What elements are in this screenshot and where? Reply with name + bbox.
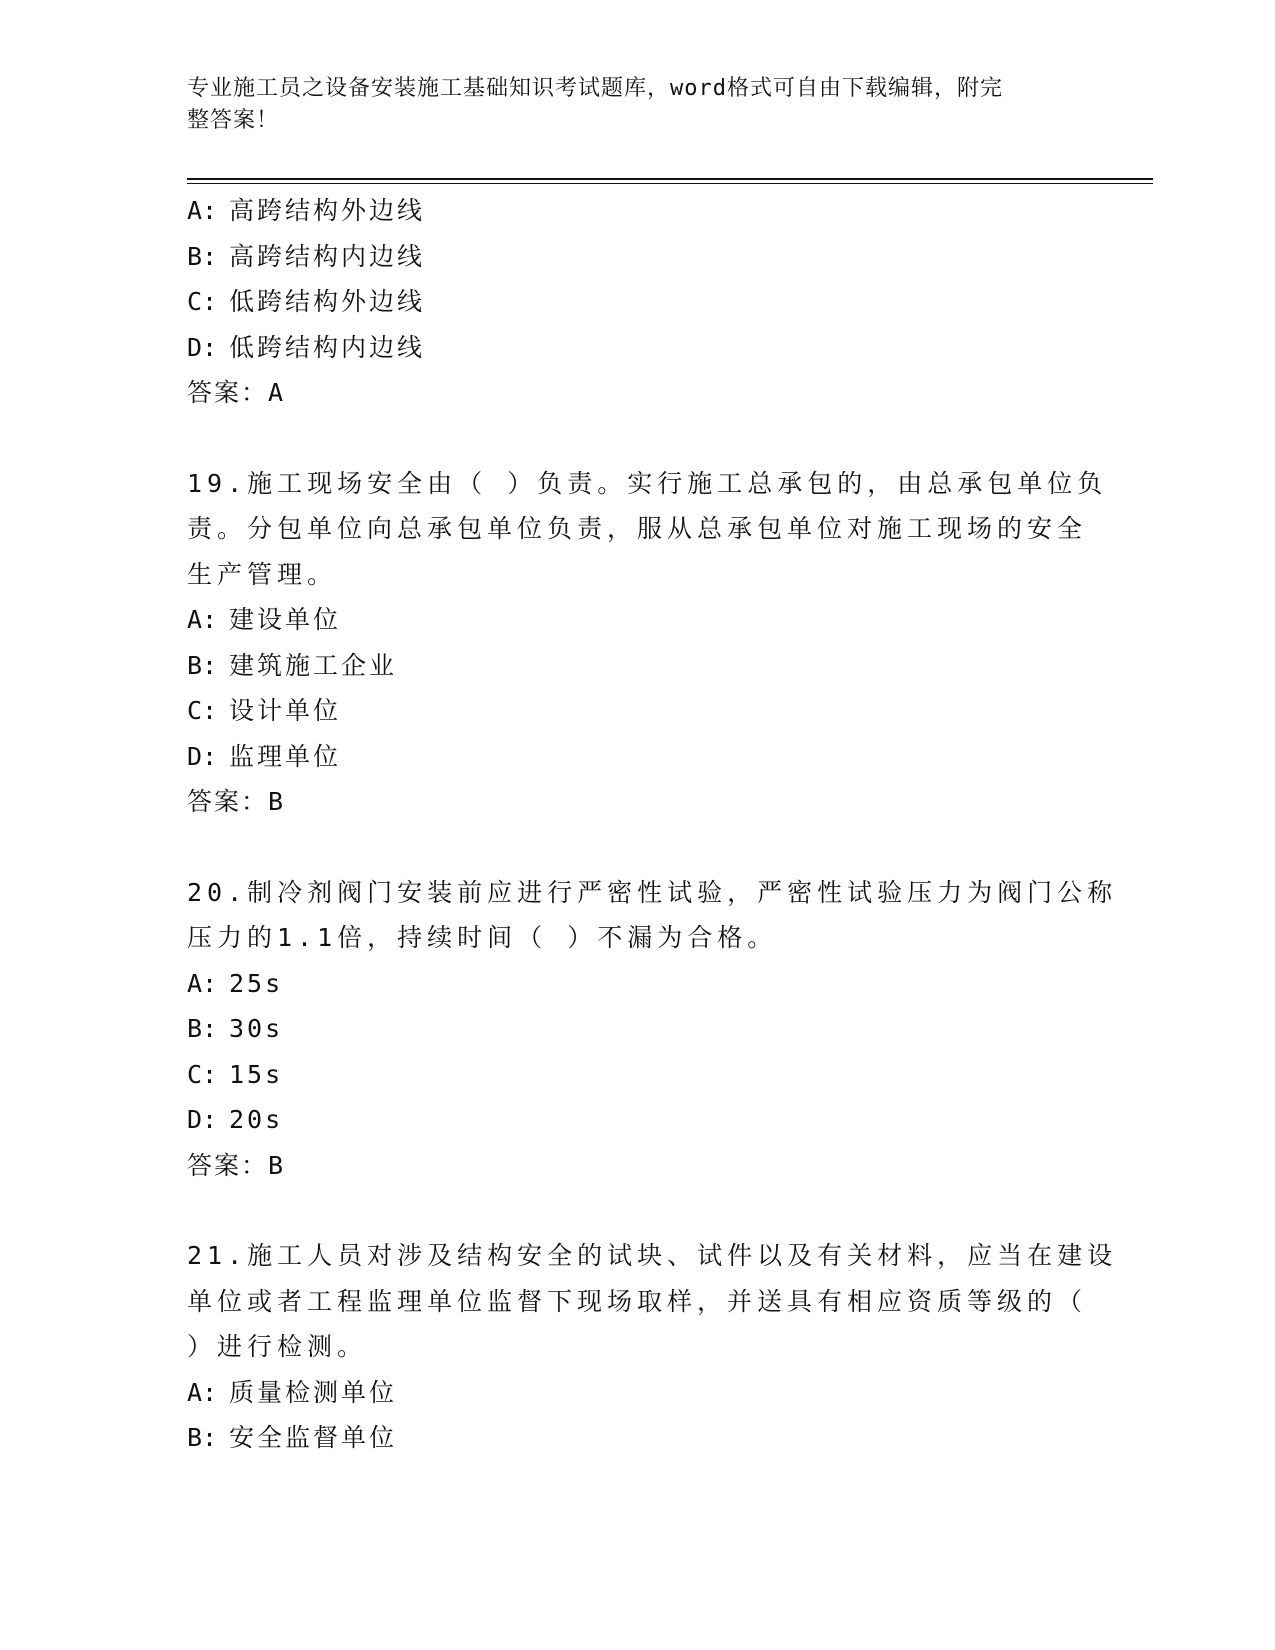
option-text: 30s — [229, 1014, 284, 1043]
answer-option — [187, 643, 1087, 689]
answer-option — [187, 1097, 1087, 1143]
answer-option — [187, 734, 1087, 780]
answer-option — [187, 188, 1087, 234]
answer-key: 答案：A — [187, 378, 286, 407]
question-text-line: ）进行检测。 — [187, 1332, 368, 1361]
option-text: 设计单位 — [229, 696, 342, 725]
question-text-line: 19.施工现场安全由（ ）负责。实行施工总承包的，由总承包单位负 — [187, 468, 1108, 498]
option-label: D: — [187, 332, 218, 362]
answer-option — [187, 234, 1087, 280]
answer-key: 答案：B — [187, 1150, 286, 1180]
block-spacer — [187, 1188, 1087, 1233]
question-text-line: 单位或者工程监理单位监督下现场取样，并送具有相应资质等级的（ — [187, 1286, 1088, 1316]
option-label: A: — [187, 605, 218, 634]
answer-option — [187, 961, 1087, 1007]
header-rule-thin — [187, 183, 1153, 184]
option-label: B: — [187, 1014, 218, 1043]
question-text-line: 责。分包单位向总承包单位负责，服从总承包单位对施工现场的安全 — [187, 514, 1088, 543]
option-label: A: — [187, 196, 218, 225]
header-rule-thick — [187, 178, 1153, 180]
header-line-2: 整答案！ — [187, 108, 280, 133]
option-text: 高跨结构外边线 — [229, 196, 426, 225]
option-label: C: — [187, 287, 218, 316]
option-label: C: — [187, 1059, 218, 1089]
option-text: 20s — [229, 1105, 284, 1134]
option-label: B: — [187, 1423, 218, 1452]
question-text-line: 20.制冷剂阀门安装前应进行严密性试验，严密性试验压力为阀门公称 — [187, 877, 1118, 907]
option-text: 质量检测单位 — [229, 1377, 398, 1407]
question-text-line: 21.施工人员对涉及结构安全的试块、试件以及有关材料，应当在建设 — [187, 1241, 1118, 1270]
option-text: 15s — [229, 1059, 284, 1089]
question-text-line: 压力的1.1倍，持续时间（ ）不漏为合格。 — [187, 923, 778, 952]
answer-option — [187, 1006, 1087, 1052]
question-list — [187, 188, 1118, 1461]
option-text: 低跨结构外边线 — [229, 287, 426, 316]
option-text: 监理单位 — [229, 741, 342, 771]
header-line-1: 专业施工员之设备安装施工基础知识考试题库，word格式可自由下载编辑，附完 — [187, 76, 1003, 101]
option-text: 建筑施工企业 — [229, 650, 398, 680]
option-text: 建设单位 — [229, 605, 342, 634]
question-text-line: 生产管理。 — [187, 559, 338, 589]
answer-key: 答案：B — [187, 787, 286, 816]
option-label: A: — [187, 968, 218, 998]
option-text: 高跨结构内边线 — [229, 241, 426, 271]
answer-option — [187, 688, 1087, 734]
option-label: B: — [187, 241, 218, 271]
question-block — [187, 1233, 1118, 1461]
block-spacer — [187, 416, 1087, 461]
option-text: 安全监督单位 — [229, 1423, 398, 1452]
option-label: C: — [187, 696, 218, 725]
block-spacer — [187, 825, 1087, 870]
option-text: 低跨结构内边线 — [229, 332, 426, 362]
document-header — [187, 73, 1067, 137]
answer-option — [187, 1052, 1087, 1098]
answer-option — [187, 279, 1087, 325]
answer-option — [187, 1415, 1087, 1461]
option-label: D: — [187, 741, 218, 771]
option-label: A: — [187, 1377, 218, 1407]
option-label: B: — [187, 650, 218, 680]
option-text: 25s — [229, 968, 284, 998]
option-label: D: — [187, 1105, 218, 1134]
question-block — [187, 461, 1108, 870]
answer-option — [187, 597, 1087, 643]
question-block — [187, 188, 1087, 461]
question-block — [187, 870, 1118, 1234]
answer-option — [187, 1370, 1087, 1416]
answer-option — [187, 325, 1087, 371]
